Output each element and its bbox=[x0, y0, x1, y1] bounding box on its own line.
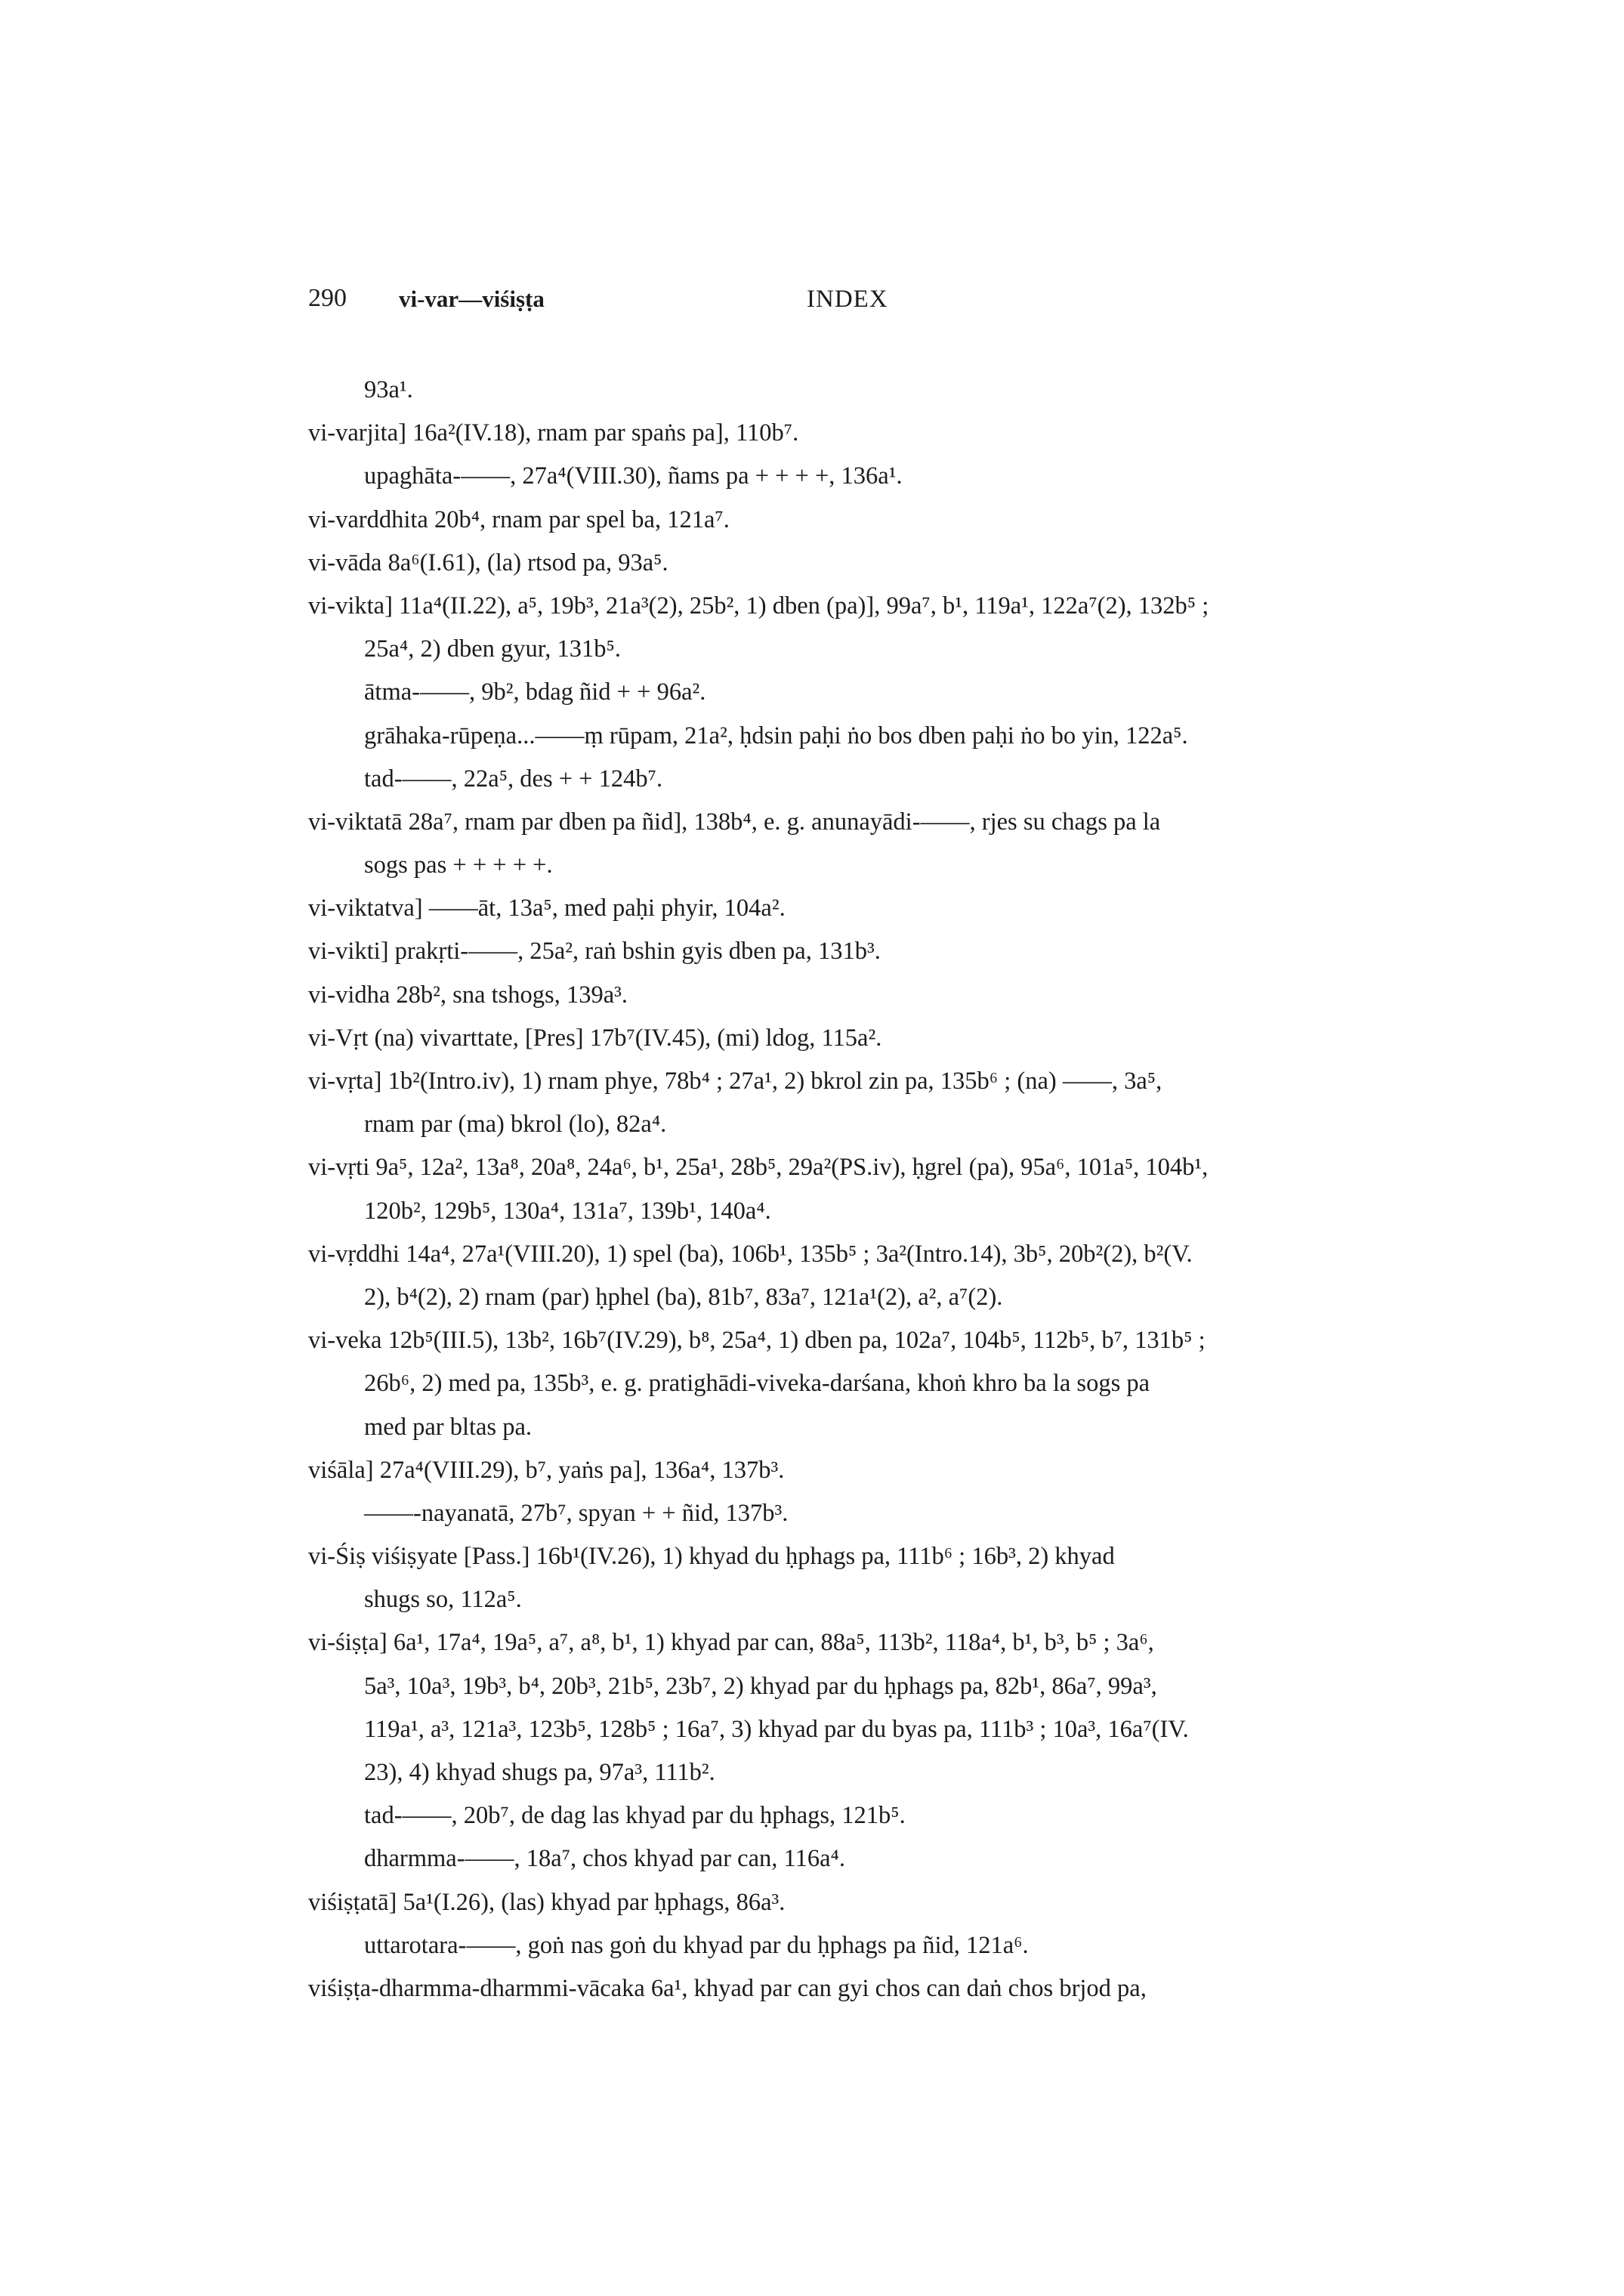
index-subentry: ——-nayanatā, 27b⁷, spyan + + ñid, 137b³. bbox=[364, 1499, 789, 1527]
index-entry: vi-Śiṣ viśiṣyate [Pass.] 16b¹(IV.26), 1) khyad du ḥphags pa, 111b⁶ ; 16b³, 2) khyad bbox=[308, 1543, 1115, 1571]
index-subentry: 25a⁴, 2) dben gyur, 131b⁵. bbox=[364, 635, 621, 663]
index-subentry: shugs so, 112a⁵. bbox=[364, 1586, 522, 1614]
index-subentry: uttarotara-——, goṅ nas goṅ du khyad par du ḥphags pa ñid, 121a⁶. bbox=[364, 1931, 1029, 1959]
index-subentry: 120b², 129b⁵, 130a⁴, 131a⁷, 139b¹, 140a⁴. bbox=[364, 1197, 771, 1225]
index-entry: vi-vṛti 9a⁵, 12a², 13a⁸, 20a⁸, 24a⁶, b¹, 25a¹, 28b⁵, 29a²(PS.iv), ḥgrel (pa), 95a⁶, 101a⁵, 104b¹, bbox=[308, 1154, 1209, 1182]
index-subentry: 26b⁶, 2) med pa, 135b³, e. g. pratighādi-viveka-darśana, khoṅ khro ba la sogs pa bbox=[364, 1370, 1150, 1398]
index-subentry: tad-——, 20b⁷, de dag las khyad par du ḥphags, 121b⁵. bbox=[364, 1802, 906, 1830]
index-subentry: dharmma-——, 18a⁷, chos khyad par can, 116a⁴. bbox=[364, 1845, 845, 1873]
index-entry: vi-viktatva] ——āt, 13a⁵, med paḥi phyir, 104a². bbox=[308, 895, 786, 922]
index-subentry: 5a³, 10a³, 19b³, b⁴, 20b³, 21b⁵, 23b⁷, 2) khyad par du ḥphags pa, 82b¹, 86a⁷, 99a³, bbox=[364, 1672, 1157, 1700]
index-subentry: tad-——, 22a⁵, des + + 124b⁷. bbox=[364, 765, 663, 793]
index-entry: viśāla] 27a⁴(VIII.29), b⁷, yaṅs pa], 136a⁴, 137b³. bbox=[308, 1456, 785, 1484]
index-entry: viśiṣṭa-dharmma-dharmmi-vācaka 6a¹, khyad par can gyi chos can daṅ chos brjod pa, bbox=[308, 1974, 1147, 2002]
index-subentry: rnam par (ma) bkrol (lo), 82a⁴. bbox=[364, 1111, 667, 1139]
index-entry: vi-vidha 28b², sna tshogs, 139a³. bbox=[308, 981, 628, 1009]
index-entry: viśiṣṭatā] 5a¹(I.26), (las) khyad par ḥphags, 86a³. bbox=[308, 1888, 786, 1916]
section-title: INDEX bbox=[807, 286, 888, 313]
index-subentry: 2), b⁴(2), 2) rnam (par) ḥphel (ba), 81b⁷, 83a⁷, 121a¹(2), a², a⁷(2). bbox=[364, 1283, 1003, 1311]
index-entry: vi-śiṣṭa] 6a¹, 17a⁴, 19a⁵, a⁷, a⁸, b¹, 1) khyad par can, 88a⁵, 113b², 118a⁴, b¹, b³, b⁵ ; 3a⁶, bbox=[308, 1629, 1154, 1657]
running-head: vi-var—viśiṣṭa bbox=[399, 286, 545, 312]
index-subentry: sogs pas + + + + +. bbox=[364, 851, 553, 879]
index-entry: vi-vṛddhi 14a⁴, 27a¹(VIII.20), 1) spel (ba), 106b¹, 135b⁵ ; 3a²(Intro.14), 3b⁵, 20b²(2), b²(V. bbox=[308, 1240, 1193, 1268]
index-subentry: 119a¹, a³, 121a³, 123b⁵, 128b⁵ ; 16a⁷, 3) khyad par du byas pa, 111b³ ; 10a³, 16a⁷(IV. bbox=[364, 1715, 1189, 1743]
index-entry: vi-veka 12b⁵(III.5), 13b², 16b⁷(IV.29), b⁸, 25a⁴, 1) dben pa, 102a⁷, 104b⁵, 112b⁵, b⁷, 131b⁵ ; bbox=[308, 1327, 1206, 1355]
index-entry: vi-Vṛt (na) vivarttate, [Pres] 17b⁷(IV.45), (mi) ldog, 115a². bbox=[308, 1024, 882, 1052]
index-subentry: upaghāta-——, 27a⁴(VIII.30), ñams pa + + + +, 136a¹. bbox=[364, 462, 903, 490]
index-entry: vi-viktatā 28a⁷, rnam par dben pa ñid], 138b⁴, e. g. anunayādi-——, rjes su chags pa la bbox=[308, 808, 1161, 836]
index-subentry: med par bltas pa. bbox=[364, 1413, 533, 1441]
index-subentry: grāhaka-rūpeṇa...——ṃ rūpam, 21a², ḥdsin paḥi ṅo bos dben paḥi ṅo bo yin, 122a⁵. bbox=[364, 722, 1188, 749]
page-header bbox=[308, 284, 1441, 329]
index-entry: vi-vikta] 11a⁴(II.22), a⁵, 19b³, 21a³(2), 25b², 1) dben (pa)], 99a⁷, b¹, 119a¹, 122a⁷(2), 132b⁵ ; bbox=[308, 592, 1209, 620]
page-number: 290 bbox=[308, 284, 347, 312]
index-entry: vi-vṛta] 1b²(Intro.iv), 1) rnam phye, 78b⁴ ; 27a¹, 2) bkrol zin pa, 135b⁶ ; (na) ——, 3a⁵, bbox=[308, 1068, 1162, 1095]
index-subentry: 23), 4) khyad shugs pa, 97a³, 111b². bbox=[364, 1759, 715, 1786]
index-entries bbox=[308, 369, 1396, 2010]
index-entry: vi-varddhita 20b⁴, rnam par spel ba, 121a⁷. bbox=[308, 505, 730, 533]
index-entry: vi-vikti] prakṛti-——, 25a², raṅ bshin gyis dben pa, 131b³. bbox=[308, 938, 881, 966]
index-subentry: 93a¹. bbox=[364, 376, 413, 403]
index-entry: vi-varjita] 16a²(IV.18), rnam par spaṅs pa], 110b⁷. bbox=[308, 419, 799, 447]
index-entry: vi-vāda 8a⁶(I.61), (la) rtsod pa, 93a⁵. bbox=[308, 549, 668, 576]
index-subentry: ātma-——, 9b², bdag ñid + + 96a². bbox=[364, 678, 706, 706]
